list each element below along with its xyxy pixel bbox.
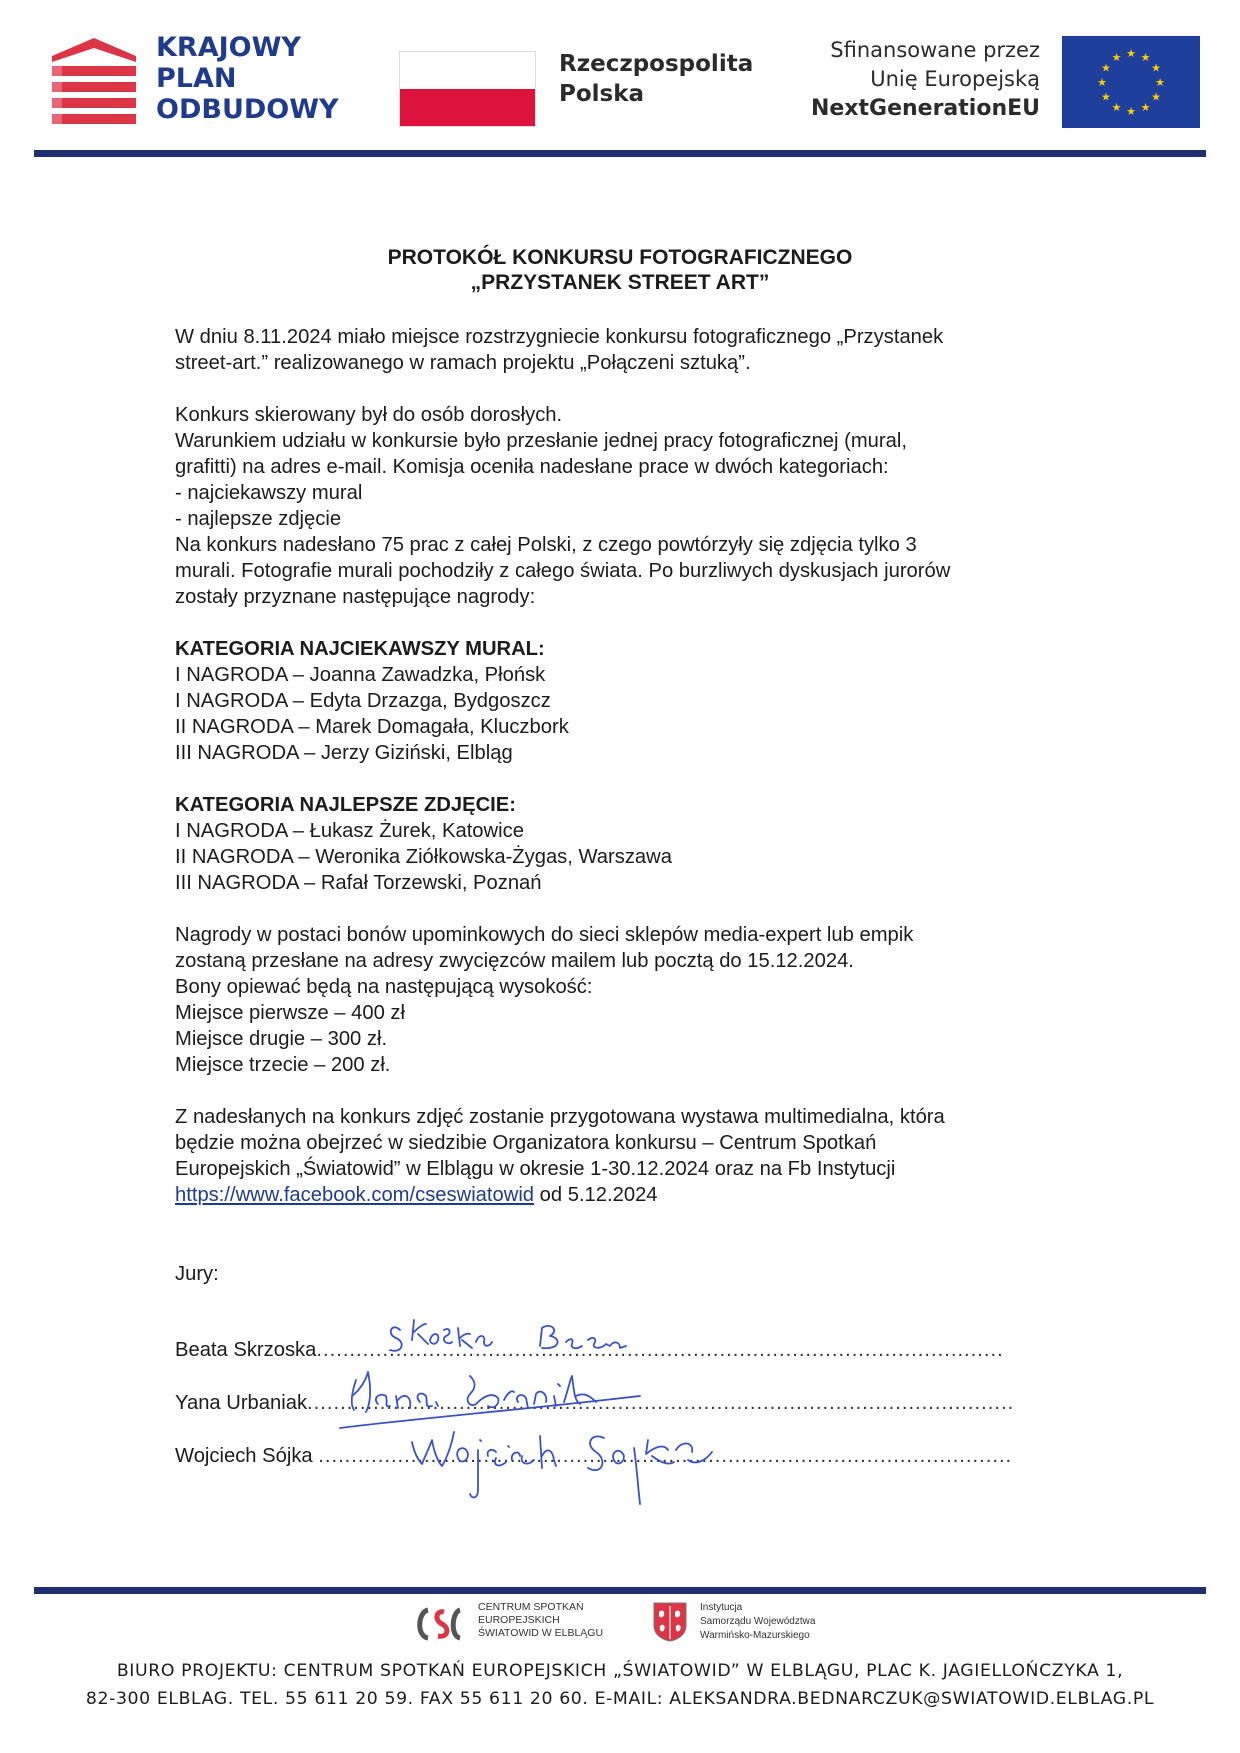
rp-wordmark: Rzeczpospolita Polska <box>559 51 754 107</box>
jury-member-name: Beata Skrzoska <box>175 1339 317 1361</box>
polish-flag-icon <box>399 51 536 127</box>
award-line: I NAGRODA – Joanna Zawadzka, Płońsk <box>175 664 546 686</box>
eu-star-icon: ★ <box>1140 50 1151 64</box>
intro-line: grafitti) na adres e-mail. Komisja oceniła nadesłane prace w dwóch kategoriach: <box>175 456 889 478</box>
award-line: III NAGRODA – Rafał Torzewski, Poznań <box>175 872 542 894</box>
institution-label: Instytucja Samorządu Województwa Warmińsko-Mazurskiego <box>700 1602 816 1641</box>
header-divider <box>34 150 1206 157</box>
eu-star-icon: ★ <box>1126 105 1136 118</box>
crest-icon <box>653 1602 687 1642</box>
signature-line: ......................................................................................................... <box>318 1445 1013 1467</box>
intro-line: - najciekawszy mural <box>175 482 363 504</box>
project-office-address: BIURO PROJEKTU: CENTRUM SPOTKAŃ EUROPEJSKICH „ŚWIATOWID” W ELBLĄGU, PLAC K. JAGIELLOŃCZYKA 1, 82-300 ELBLAG. TEL. 55 611 20 59. FAX 55 611 20 60. E-MAIL: ALEKSANDRA.BEDNARCZUK@SWIATOWID.ELBLAG.PL <box>85 1661 1155 1709</box>
intro-line: Warunkiem udziału w konkursie było przesłanie jednej pracy fotograficznej (mural, <box>175 430 907 452</box>
intro-line: street-art.” realizowanego w ramach projektu „Połączeni sztuką”. <box>175 352 751 374</box>
facebook-link[interactable]: https://www.facebook.com/cseswiatowid <box>175 1184 535 1206</box>
jury-member-row <box>175 1445 1040 1468</box>
award-line: III NAGRODA – Jerzy Giziński, Elbląg <box>175 742 513 764</box>
eu-star-icon: ★ <box>1140 101 1151 115</box>
exhibition-line: https://www.facebook.com/cseswiatowid od 5.12.2024 <box>175 1184 658 1206</box>
jury-member-name: Wojciech Sójka <box>175 1445 319 1467</box>
footer-divider <box>34 1587 1206 1594</box>
eu-flag-icon <box>1062 36 1200 128</box>
exhibition-line: Europejskich „Światowid” w Elblągu w okresie 1-30.12.2024 oraz na Fb Instytucji <box>175 1158 896 1180</box>
eu-star-icon: ★ <box>1111 101 1122 115</box>
award-line: II NAGRODA – Marek Domagała, Kluczbork <box>175 716 569 738</box>
signature-line: ........................................................................................................... <box>307 1392 1015 1414</box>
prize-line: Bony opiewać będą na następującą wysokość: <box>175 976 593 998</box>
document-title: PROTOKÓŁ KONKURSU FOTOGRAFICZNEGO „PRZYSTANEK STREET ART” <box>387 246 853 294</box>
jury-member-row <box>175 1392 1040 1415</box>
document-body <box>175 324 1075 1208</box>
eu-star-icon: ★ <box>1100 61 1111 75</box>
intro-line: Na konkurs nadesłano 75 prac z całej Polski, z czego powtórzyły się zdjęcia tylko 3 <box>175 534 917 556</box>
prize-line: Miejsce trzecie – 200 zł. <box>175 1054 391 1076</box>
eu-star-icon: ★ <box>1097 76 1107 89</box>
intro-line: zostały przyznane następujące nagrody: <box>175 586 536 608</box>
exhibition-line: Z nadesłanych na konkurs zdjęć zostanie przygotowana wystawa multimedialna, która <box>175 1106 945 1128</box>
category-heading: KATEGORIA NAJCIEKAWSZY MURAL: <box>175 638 545 660</box>
eu-star-icon: ★ <box>1155 76 1165 89</box>
award-line: II NAGRODA – Weronika Ziółkowska-Żygas, Warszawa <box>175 846 672 868</box>
prize-line: Miejsce drugie – 300 zł. <box>175 1028 388 1050</box>
prize-line: Miejsce pierwsze – 400 zł <box>175 1002 406 1024</box>
eu-star-icon: ★ <box>1111 50 1122 64</box>
exhibition-line: będzie można obejrzeć w siedzibie Organizatora konkursu – Centrum Spotkań <box>175 1132 877 1154</box>
intro-line: W dniu 8.11.2024 miało miejsce rozstrzygniecie konkursu fotograficznego „Przystanek <box>175 326 944 348</box>
category-heading: KATEGORIA NAJLEPSZE ZDJĘCIE: <box>175 794 516 816</box>
award-line: I NAGRODA – Edyta Drzazga, Bydgoszcz <box>175 690 551 712</box>
jury-member-name: Yana Urbaniak <box>175 1392 308 1414</box>
eu-star-icon: ★ <box>1100 90 1111 104</box>
kpo-wordmark: KRAJOWY PLAN ODBUDOWY <box>156 32 339 125</box>
cse-logo-icon <box>414 1604 464 1644</box>
eu-funding-label: Sfinansowane przez Unię Europejską NextGenerationEU <box>810 38 1040 121</box>
prize-line: Nagrody w postaci bonów upominkowych do sieci sklepów media-expert lub empik <box>175 924 914 946</box>
signature-line: ........................................................................................................ <box>316 1339 1004 1361</box>
signature-3-icon <box>412 1432 712 1504</box>
eu-star-icon: ★ <box>1126 47 1136 60</box>
eu-star-icon: ★ <box>1151 90 1162 104</box>
intro-line: - najlepsze zdjęcie <box>175 508 342 530</box>
cse-label: CENTRUM SPOTKAŃ EUROPEJSKICH ŚWIATOWID W ELBLĄGU <box>478 1601 604 1639</box>
intro-line: murali. Fotografie murali pochodziły z całego świata. Po burzliwych dyskusjach jurorów <box>175 560 951 582</box>
jury-label: Jury: <box>175 1263 219 1285</box>
eu-star-icon: ★ <box>1151 61 1162 75</box>
intro-line: Konkurs skierowany był do osób dorosłych. <box>175 404 563 426</box>
award-line: I NAGRODA – Łukasz Żurek, Katowice <box>175 820 524 842</box>
prize-line: zostaną przesłane na adresy zwycięzców mailem lub pocztą do 15.12.2024. <box>175 950 854 972</box>
jury-member-row <box>175 1339 1040 1362</box>
kpo-logo-icon <box>52 38 136 124</box>
